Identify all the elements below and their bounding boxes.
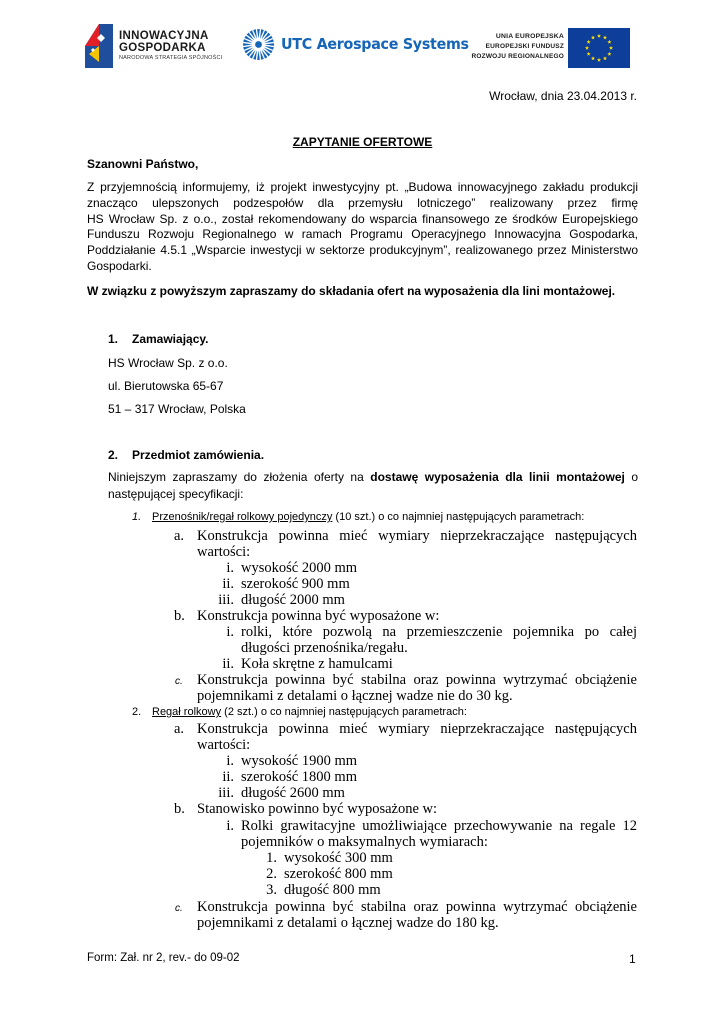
spec-label: c. — [175, 676, 183, 687]
text-span: o — [624, 470, 638, 484]
section-number: 1. — [108, 332, 119, 346]
text-line: długości przenośnika/regału. — [241, 639, 408, 656]
spec-label: c. — [175, 903, 183, 914]
section-heading-order-subject — [108, 448, 264, 462]
dimension-value: wysokość 1900 mm — [241, 753, 357, 769]
spec-item-1 — [132, 511, 584, 523]
dimension-value: długość 800 mm — [284, 882, 381, 898]
paragraph-line: znacząco ulepszonych podzespołów dla przemysłu lotniczego” realizowany przez firmę — [87, 195, 638, 210]
text-line: Konstrukcja powinna mieć wymiary nieprzekraczające następujących — [197, 721, 637, 737]
paragraph-line: Z przyjemnością informujemy, iż projekt inwestycyjny pt. „Budowa innowacyjnego zakładu produkcji — [87, 180, 638, 194]
dimension-value: wysokość 300 mm — [284, 850, 393, 866]
dimension-value: długość 2600 mm — [241, 785, 345, 801]
dimension-value: szerokość 800 mm — [284, 866, 393, 882]
address-line: HS Wrocław Sp. z o.o. — [108, 356, 228, 370]
item-description: (10 szt.) o co najmniej następujących parametrach: — [332, 511, 585, 523]
text-line: wartości: — [197, 543, 251, 560]
text-line: rolki, które pozwolą na przemieszczenie pojemnika po całej — [241, 624, 637, 640]
spec-label: 2. — [266, 866, 277, 882]
title-text: ZAPYTANIE OFERTOWE — [292, 135, 433, 149]
sunburst-ray — [257, 29, 260, 38]
document-date: Wrocław, dnia 23.04.2013 r. — [489, 89, 637, 103]
spec-text: Koła skrętne z hamulcami — [241, 656, 393, 672]
spec-text: Stanowisko powinno być wyposażone w: — [197, 801, 438, 817]
spec-label: ii. — [222, 656, 234, 672]
address-line: 51 – 317 Wrocław, Polska — [108, 402, 246, 416]
spec-label: 1. — [266, 850, 277, 866]
sunburst-ray — [264, 46, 273, 50]
logo-text: EUROPEJSKI FUNDUSZ — [485, 43, 564, 50]
spec-text — [197, 900, 637, 932]
paragraph-line: następującej specyfikacji: — [108, 487, 244, 501]
sunburst-ray — [253, 50, 257, 59]
sunburst-ray — [257, 51, 260, 60]
logo-subtitle: NARODOWA STRATEGIA SPÓJNOŚCI — [119, 55, 223, 61]
intro-paragraph — [87, 180, 638, 275]
text-span: Niniejszym zapraszamy do złożenia oferty na — [108, 470, 371, 484]
logo-text: INNOWACYJNA — [119, 30, 209, 42]
spec-label: iii. — [218, 785, 234, 801]
utc-aerospace-logo — [243, 29, 469, 61]
spec-label: i. — [226, 560, 234, 576]
text-line: pojemnikami z detalami o łącznej wadze do 180 kg. — [197, 914, 499, 931]
paragraph-line: HS Wrocław Sp. z o.o., został rekomendowany do wsparcia finansowego ze środków Europejskiego — [87, 211, 638, 226]
innowacyjna-gospodarka-logo — [85, 24, 225, 68]
page-number: 1 — [629, 952, 636, 966]
spec-text — [197, 722, 637, 754]
order-subject-intro — [108, 469, 638, 503]
text-line: Konstrukcja powinna mieć wymiary nieprzekraczające następujących — [197, 528, 637, 544]
sunburst-ray — [265, 43, 274, 46]
paragraph-line — [108, 469, 638, 486]
spec-label: 3. — [266, 882, 277, 898]
eu-flag-icon — [568, 28, 630, 68]
spec-label: a. — [174, 721, 185, 737]
spec-label: ii. — [222, 769, 234, 785]
section-title: Przedmiot zamówienia. — [132, 448, 265, 462]
spec-label: ii. — [222, 576, 234, 592]
sunburst-ray — [243, 39, 252, 43]
dimension-value: wysokość 2000 mm — [241, 560, 357, 576]
document-title — [0, 135, 725, 149]
spec-label: a. — [174, 528, 185, 544]
text-line: Konstrukcja powinna być stabilna oraz powinna wytrzymać obciążenie — [197, 899, 637, 915]
item-name: Regał rolkowy — [152, 706, 222, 718]
greeting: Szanowni Państwo, — [87, 157, 199, 171]
text-line: wartości: — [197, 736, 251, 753]
logo-text: ROZWOJU REGIONALNEGO — [471, 53, 564, 60]
utc-wordmark: UTC Aerospace Systems — [281, 35, 469, 53]
section-heading-ordering-party — [108, 332, 209, 346]
text-line: Konstrukcja powinna być stabilna oraz powinna wytrzymać obciążenie — [197, 672, 637, 688]
spec-text — [241, 819, 637, 851]
innowacyjna-gospodarka-emblem-icon — [85, 24, 113, 68]
paragraph-line: Poddziałanie 4.5.1 „Wsparcie inwestycji w sektorze produkcyjnym”, realizowanego przez Ministerstwo — [87, 243, 638, 258]
utc-sunburst-icon — [243, 29, 274, 60]
item-number: 2. — [132, 706, 142, 718]
logo-text: GOSPODARKA — [119, 42, 206, 54]
item-name: Przenośnik/regał rolkowy pojedynczy — [152, 511, 333, 523]
spec-text — [241, 625, 637, 657]
spec-text — [197, 529, 637, 561]
sunburst-ray — [264, 39, 273, 43]
sunburst-ray — [243, 46, 252, 50]
sunburst-ray — [243, 43, 252, 46]
spec-label: i. — [226, 753, 234, 769]
item-description: (2 szt.) o co najmniej następujących parametrach: — [221, 706, 467, 718]
form-reference: Form: Zał. nr 2, rev.- do 09-02 — [87, 952, 240, 964]
spec-label: i. — [226, 818, 234, 834]
paragraph-line: Funduszu Rozwoju Regionalnego w ramach Programu Operacyjnego Innowacyjna Gospodarka, — [87, 227, 638, 242]
spec-label: b. — [174, 608, 185, 624]
paragraph-line: Gospodarki. — [87, 258, 152, 273]
dimension-value: długość 2000 mm — [241, 592, 345, 608]
eu-logo-text — [472, 32, 564, 62]
sunburst-ray — [260, 50, 264, 59]
bold-text: dostawę wyposażenia dla linii montażowej — [370, 470, 625, 484]
dimension-value: szerokość 1800 mm — [241, 769, 357, 785]
section-number: 2. — [108, 448, 119, 462]
logo-text: UNIA EUROPEJSKA — [495, 33, 564, 40]
spec-label: b. — [174, 801, 185, 817]
spec-item-2 — [132, 706, 467, 718]
spec-label: iii. — [218, 592, 234, 608]
text-line: pojemników o maksymalnych wymiarach: — [241, 833, 488, 850]
spec-label: i. — [226, 624, 234, 640]
section-title: Zamawiający. — [132, 332, 209, 346]
invitation-text: W związku z powyższym zapraszamy do składania ofert na wyposażenia dla lini montażowej. — [87, 284, 616, 298]
spec-text — [197, 673, 637, 705]
sunburst-ray — [260, 29, 264, 38]
text-line: pojemnikami z detalami o łącznej wadze nie do 30 kg. — [197, 687, 513, 704]
sunburst-ray — [253, 29, 257, 38]
text-line: Rolki grawitacyjne umożliwiające przechowywanie na regale 12 — [241, 818, 637, 834]
address-line: ul. Bierutowska 65-67 — [108, 379, 224, 393]
dimension-value: szerokość 900 mm — [241, 576, 350, 592]
spec-text: Konstrukcja powinna być wyposażone w: — [197, 608, 440, 624]
eu-logo — [468, 28, 630, 68]
item-number: 1. — [132, 511, 142, 523]
